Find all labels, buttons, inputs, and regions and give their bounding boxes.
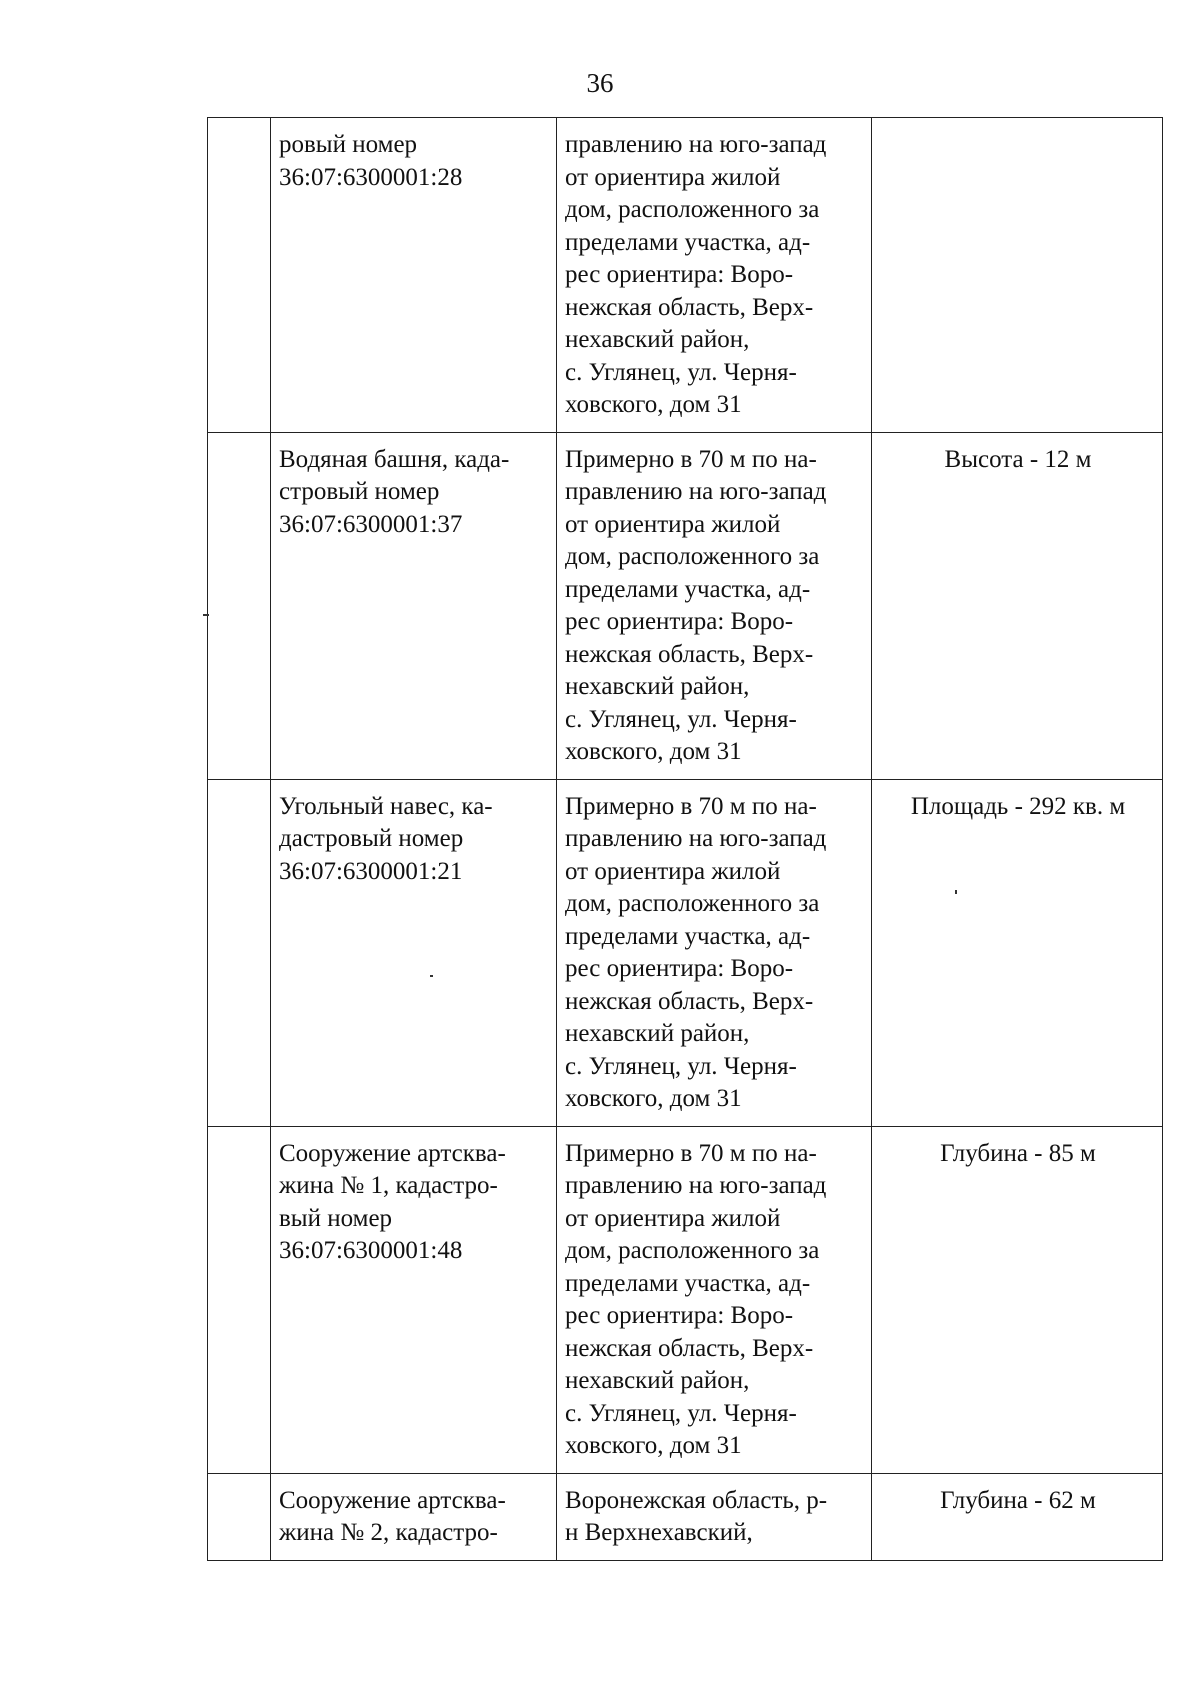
location-text-line: ховского, дом 31 <box>565 1085 742 1112</box>
location-text-line: ховского, дом 31 <box>565 738 742 765</box>
location-text-line: правлению на юго-запад <box>565 825 827 852</box>
location-text-line: ховского, дом 31 <box>565 1432 742 1459</box>
location-text-line: с. Углянец, ул. Черня- <box>565 1399 797 1427</box>
object-cell <box>271 118 557 433</box>
object-text-line: дастровый номер <box>279 825 464 852</box>
location-text-line: от ориентира жилой <box>565 510 781 538</box>
location-text-line: пределами участка, ад- <box>565 922 811 950</box>
object-text-line: 36:07:6300001:48 <box>279 1237 463 1264</box>
parameter-cell <box>872 1126 1163 1473</box>
location-text-line: с. Углянец, ул. Черня- <box>565 705 797 733</box>
location-text-line: ховского, дом 31 <box>565 391 742 418</box>
object-text-line: жина № 2, кадастро- <box>279 1519 498 1546</box>
location-text-line: нехавский район, <box>565 1020 750 1047</box>
location-text-line: рес ориентира: Воро- <box>565 261 794 288</box>
location-text-line: от ориентира жилой <box>565 1204 781 1232</box>
object-text-line: ровый номер <box>279 131 418 158</box>
location-text-line: нехавский район, <box>565 673 750 700</box>
object-text-line: Сооружение артсква- <box>279 1139 506 1167</box>
location-text-line: Примерно в 70 м по на- <box>565 792 817 820</box>
location-text-line: Примерно в 70 м по на- <box>565 1139 817 1167</box>
row-number-cell <box>208 1126 271 1473</box>
location-text-line: Воронежская область, р- <box>565 1486 828 1514</box>
location-text-line: от ориентира жилой <box>565 857 781 885</box>
row-number-cell <box>208 779 271 1126</box>
location-text-line: от ориентира жилой <box>565 163 781 191</box>
object-text-line: Сооружение артсква- <box>279 1486 506 1514</box>
parameter-cell <box>872 432 1163 779</box>
location-text-line: нежская область, Верх- <box>565 293 814 321</box>
scan-mark <box>430 975 433 977</box>
object-text-line: 36:07:6300001:37 <box>279 510 463 538</box>
parameter-cell <box>872 118 1163 433</box>
location-text-line: н Верхнехавский, <box>565 1519 753 1546</box>
location-text-line: Примерно в 70 м по на- <box>565 445 817 473</box>
location-text-line: рес ориентира: Воро- <box>565 1302 794 1329</box>
location-text-line: пределами участка, ад- <box>565 228 811 256</box>
location-cell <box>557 779 872 1126</box>
object-cell <box>271 432 557 779</box>
location-text-line: нехавский район, <box>565 1367 750 1394</box>
location-text-line: с. Углянец, ул. Черня- <box>565 1052 797 1080</box>
location-text-line: нехавский район, <box>565 326 750 353</box>
location-text-line: нежская область, Верх- <box>565 640 814 668</box>
object-text-line: 36:07:6300001:21 <box>279 857 463 885</box>
location-text-line: дом, расположенного за <box>565 196 820 223</box>
page-number: 36 <box>586 68 614 98</box>
objects-table <box>207 117 1163 1561</box>
location-cell <box>557 118 872 433</box>
location-cell <box>557 432 872 779</box>
object-text-line: Угольный навес, ка- <box>279 792 493 820</box>
location-text-line: пределами участка, ад- <box>565 1269 811 1297</box>
location-text-line: правлению на юго-запад <box>565 1172 827 1199</box>
object-text-line: Водяная башня, када- <box>279 445 510 473</box>
location-text-line: правлению на юго-запад <box>565 478 827 505</box>
scan-mark <box>203 614 209 616</box>
parameter-text-line: Площадь - 292 кв. м <box>910 792 1126 820</box>
object-cell <box>271 1126 557 1473</box>
object-text-line: жина № 1, кадастро- <box>279 1172 498 1199</box>
location-text-line: пределами участка, ад- <box>565 575 811 603</box>
object-cell <box>271 1473 557 1560</box>
table-row <box>208 118 1163 433</box>
object-text-line: стровый номер <box>279 478 440 505</box>
object-cell <box>271 779 557 1126</box>
location-cell <box>557 1473 872 1560</box>
table-row <box>208 1126 1163 1473</box>
object-text-line: вый номер <box>279 1204 393 1232</box>
location-cell <box>557 1126 872 1473</box>
table-row <box>208 432 1163 779</box>
table-row <box>208 779 1163 1126</box>
location-text-line: рес ориентира: Воро- <box>565 608 794 635</box>
row-number-cell <box>208 1473 271 1560</box>
parameter-text-line: Глубина - 85 м <box>940 1139 1096 1167</box>
location-text-line: нежская область, Верх- <box>565 1334 814 1362</box>
row-number-cell <box>208 118 271 433</box>
location-text-line: дом, расположенного за <box>565 543 820 570</box>
row-number-cell <box>208 432 271 779</box>
parameter-text-line: Глубина - 62 м <box>940 1486 1096 1514</box>
parameter-cell <box>872 1473 1163 1560</box>
location-text-line: дом, расположенного за <box>565 1237 820 1264</box>
location-text-line: правлению на юго-запад <box>565 131 827 158</box>
location-text-line: с. Углянец, ул. Черня- <box>565 358 797 386</box>
location-text-line: нежская область, Верх- <box>565 987 814 1015</box>
object-text-line: 36:07:6300001:28 <box>279 163 463 191</box>
location-text-line: рес ориентира: Воро- <box>565 955 794 982</box>
scan-mark <box>955 890 957 894</box>
parameter-cell <box>872 779 1163 1126</box>
parameter-text-line: Высота - 12 м <box>944 445 1092 473</box>
location-text-line: дом, расположенного за <box>565 890 820 917</box>
table-row <box>208 1473 1163 1560</box>
